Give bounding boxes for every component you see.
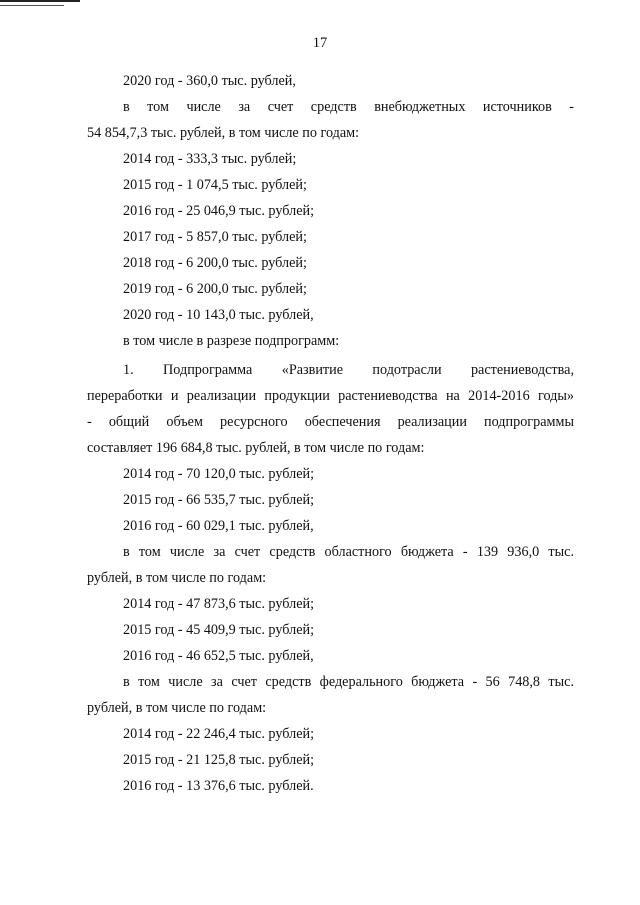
- text-line: 2018 год - 6 200,0 тыс. рублей;: [123, 255, 307, 271]
- text-line: 2019 год - 6 200,0 тыс. рублей;: [123, 281, 307, 297]
- text-line: 2017 год - 5 857,0 тыс. рублей;: [123, 229, 307, 245]
- text-line: 2016 год - 25 046,9 тыс. рублей;: [123, 203, 315, 219]
- text-line: 2014 год - 22 246,4 тыс. рублей;: [123, 726, 315, 742]
- text-line: 2014 год - 70 120,0 тыс. рублей;: [123, 466, 315, 482]
- text-line: 2014 год - 47 873,6 тыс. рублей;: [123, 596, 315, 612]
- text-line: 2015 год - 66 535,7 тыс. рублей;: [123, 492, 315, 508]
- text-line: 2015 год - 1 074,5 тыс. рублей;: [123, 177, 307, 193]
- text-line: составляет 196 684,8 тыс. рублей, в том числе по годам:: [87, 440, 425, 456]
- text-line: 2020 год - 10 143,0 тыс. рублей,: [123, 307, 314, 323]
- text-line: рублей, в том числе по годам:: [87, 700, 267, 716]
- text-line: 2016 год - 46 652,5 тыс. рублей,: [123, 648, 314, 664]
- text-line: 2014 год - 333,3 тыс. рублей;: [123, 151, 297, 167]
- text-line: в том числе за счет средств областного бюджета - 139 936,0 тыс.: [123, 544, 574, 560]
- text-line: 54 854,7,3 тыс. рублей, в том числе по годам:: [87, 125, 360, 141]
- text-line: 2015 год - 45 409,9 тыс. рублей;: [123, 622, 315, 638]
- text-line: 2020 год - 360,0 тыс. рублей,: [123, 73, 296, 89]
- text-line: 2016 год - 60 029,1 тыс. рублей,: [123, 518, 314, 534]
- page-number: 17: [312, 35, 328, 51]
- text-line: переработки и реализации продукции растениеводства на 2014-2016 годы»: [87, 388, 574, 404]
- scan-edge-line: [0, 5, 64, 6]
- text-line: в том числе за счет средств внебюджетных источников -: [123, 99, 574, 115]
- text-line: в том числе в разрезе подпрограмм:: [123, 333, 340, 349]
- text-line: 1. Подпрограмма «Развитие подотрасли растениеводства,: [123, 362, 574, 378]
- text-line: рублей, в том числе по годам:: [87, 570, 267, 586]
- text-line: в том числе за счет средств федерального бюджета - 56 748,8 тыс.: [123, 674, 574, 690]
- text-line: - общий объем ресурсного обеспечения реализации подпрограммы: [87, 414, 574, 430]
- text-line: 2016 год - 13 376,6 тыс. рублей.: [123, 778, 314, 794]
- scan-edge-line: [0, 0, 80, 2]
- text-line: 2015 год - 21 125,8 тыс. рублей;: [123, 752, 315, 768]
